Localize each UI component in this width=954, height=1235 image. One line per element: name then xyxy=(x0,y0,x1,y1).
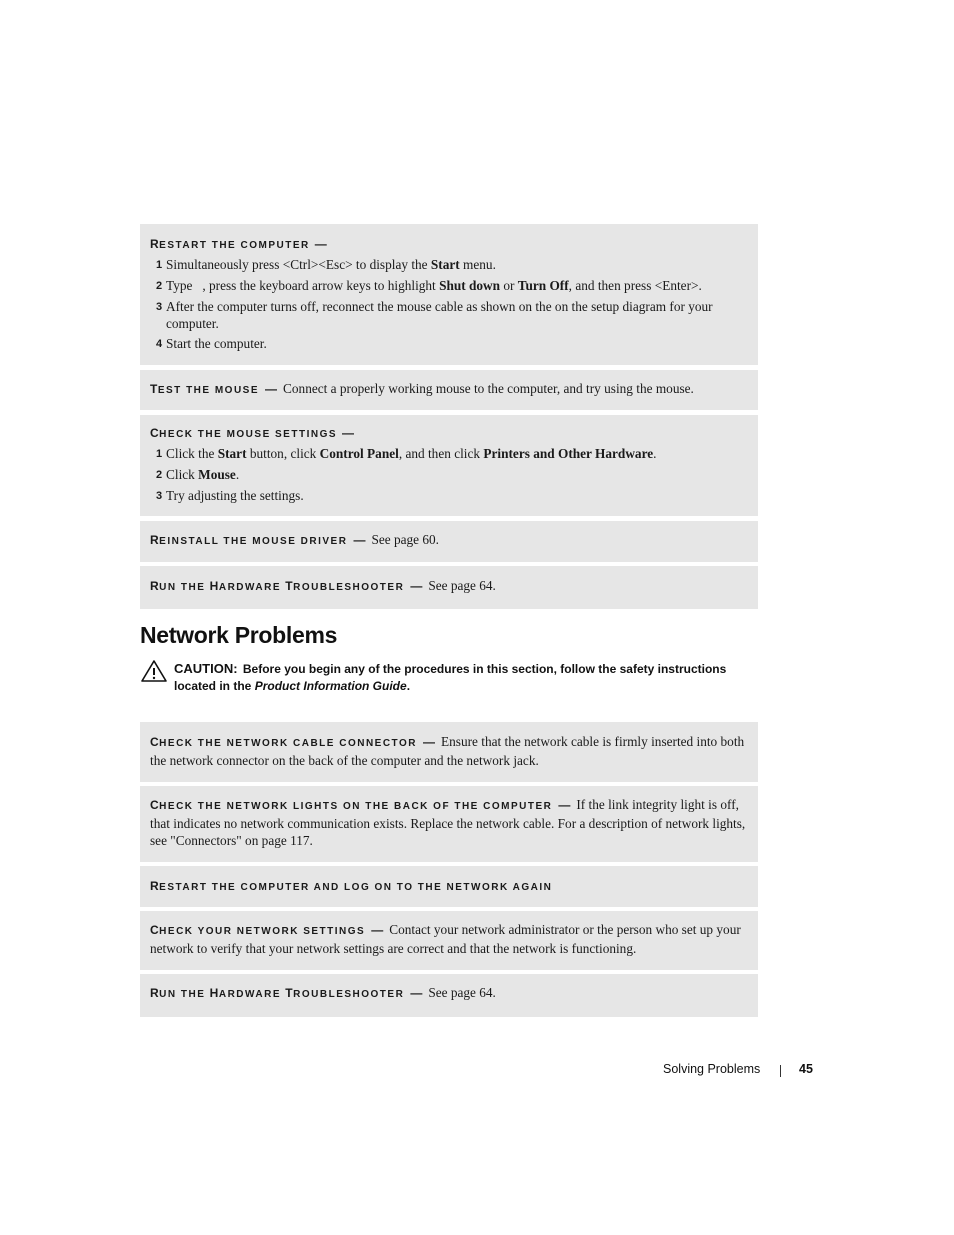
caution-guide-title: Product Information Guide xyxy=(254,679,407,693)
test-mouse-box: TEST THE MOUSE — Connect a properly working mouse to the computer, and try using the mouse. xyxy=(140,370,758,410)
network-cable-text: Ensure that the network cable is firmly inserted into both the network connector on the back of the computer and the network jack. xyxy=(150,734,745,768)
network-troubleshooter-text: See page 64. xyxy=(428,985,496,1000)
network-settings-box: CHECK YOUR NETWORK SETTINGS — Contact your network administrator or the person who set up your network to verify that your network settings are correct and that the network is functioning. xyxy=(140,911,758,970)
list-item: 1 Click the Start button, click Control Panel, and then click Printers and Other Hardware. xyxy=(156,446,657,461)
check-settings-steps xyxy=(156,445,748,505)
caution-notice: CAUTION: Before you begin any of the procedures in this section, follow the safety instructions located in the Product Information Guide. xyxy=(140,660,750,695)
reinstall-driver-heading: REINSTALL THE MOUSE DRIVER xyxy=(150,533,348,547)
test-mouse-heading: TEST THE MOUSE xyxy=(150,382,260,396)
warning-triangle-icon xyxy=(140,659,168,688)
page-footer xyxy=(663,1062,823,1076)
network-cable-heading: CHECK THE NETWORK CABLE CONNECTOR xyxy=(150,735,417,749)
list-item: 1 Simultaneously press <Ctrl><Esc> to display the Start menu. xyxy=(156,257,496,272)
page-title: Network Problems xyxy=(140,622,338,648)
mouse-troubleshooter-box: RUN THE HARDWARE TROUBLESHOOTER — See page 64. xyxy=(140,566,758,609)
network-lights-heading: CHECK THE NETWORK LIGHTS ON THE BACK OF THE COMPUTER xyxy=(150,798,553,812)
mouse-troubleshooter-text: See page 64. xyxy=(428,578,496,593)
test-mouse-text: Connect a properly working mouse to the computer, and try using the mouse. xyxy=(283,381,694,396)
check-mouse-settings-heading: CHECK THE MOUSE SETTINGS — xyxy=(150,426,356,440)
network-cable-box: CHECK THE NETWORK CABLE CONNECTOR — Ensure that the network cable is firmly inserted into both the network connector on the back of the computer and the network jack. xyxy=(140,722,758,782)
list-item: 2 Type , press the keyboard arrow keys to highlight Shut down or Turn Off, and then press <Enter>. xyxy=(156,278,702,293)
list-item: 3 Try adjusting the settings. xyxy=(156,488,304,503)
list-item: 3 After the computer turns off, reconnect the mouse cable as shown on the on the setup diagram for your computer. xyxy=(156,299,713,331)
caution-label: CAUTION: xyxy=(174,661,238,676)
footer-divider xyxy=(780,1065,781,1077)
check-mouse-settings-box xyxy=(140,415,758,516)
restart-computer-heading: RESTART THE COMPUTER — xyxy=(150,237,329,251)
network-lights-box: CHECK THE NETWORK LIGHTS ON THE BACK OF THE COMPUTER — If the link integrity light is off, that indicates no network communication exists. Replace the network cable. For a description of network lights, see "Connectors" on page 117. xyxy=(140,786,758,862)
restart-computer-box xyxy=(140,224,758,365)
page-number: 45 xyxy=(799,1062,813,1076)
list-item: 2 Click Mouse. xyxy=(156,467,240,482)
network-troubleshooter-heading: RUN THE HARDWARE TROUBLESHOOTER xyxy=(150,986,405,1000)
list-item: 4 Start the computer. xyxy=(156,336,267,351)
reinstall-driver-text: See page 60. xyxy=(371,532,440,547)
mouse-troubleshooter-heading: RUN THE HARDWARE TROUBLESHOOTER xyxy=(150,579,405,593)
footer-section-name: Solving Problems xyxy=(663,1062,761,1076)
network-settings-text: Contact your network administrator or the person who set up your network to verify that your network settings are correct and that the network is functioning. xyxy=(150,922,741,956)
network-lights-text: If the link integrity light is off, that indicates no network communication exists. Replace the network cable. For a description of network lights, see "Connectors" on page 117. xyxy=(150,797,746,848)
restart-steps xyxy=(156,256,748,353)
network-restart-heading: RESTART THE COMPUTER AND LOG ON TO THE NETWORK AGAIN xyxy=(150,879,553,893)
reinstall-driver-box: REINSTALL THE MOUSE DRIVER — See page 60. xyxy=(140,521,758,562)
network-settings-heading: CHECK YOUR NETWORK SETTINGS xyxy=(150,923,366,937)
network-troubleshooter-box: RUN THE HARDWARE TROUBLESHOOTER — See page 64. xyxy=(140,974,758,1017)
network-restart-box xyxy=(140,866,758,907)
caution-text: Before you begin any of the procedures in this section, follow the safety instructions located in the xyxy=(174,662,727,693)
